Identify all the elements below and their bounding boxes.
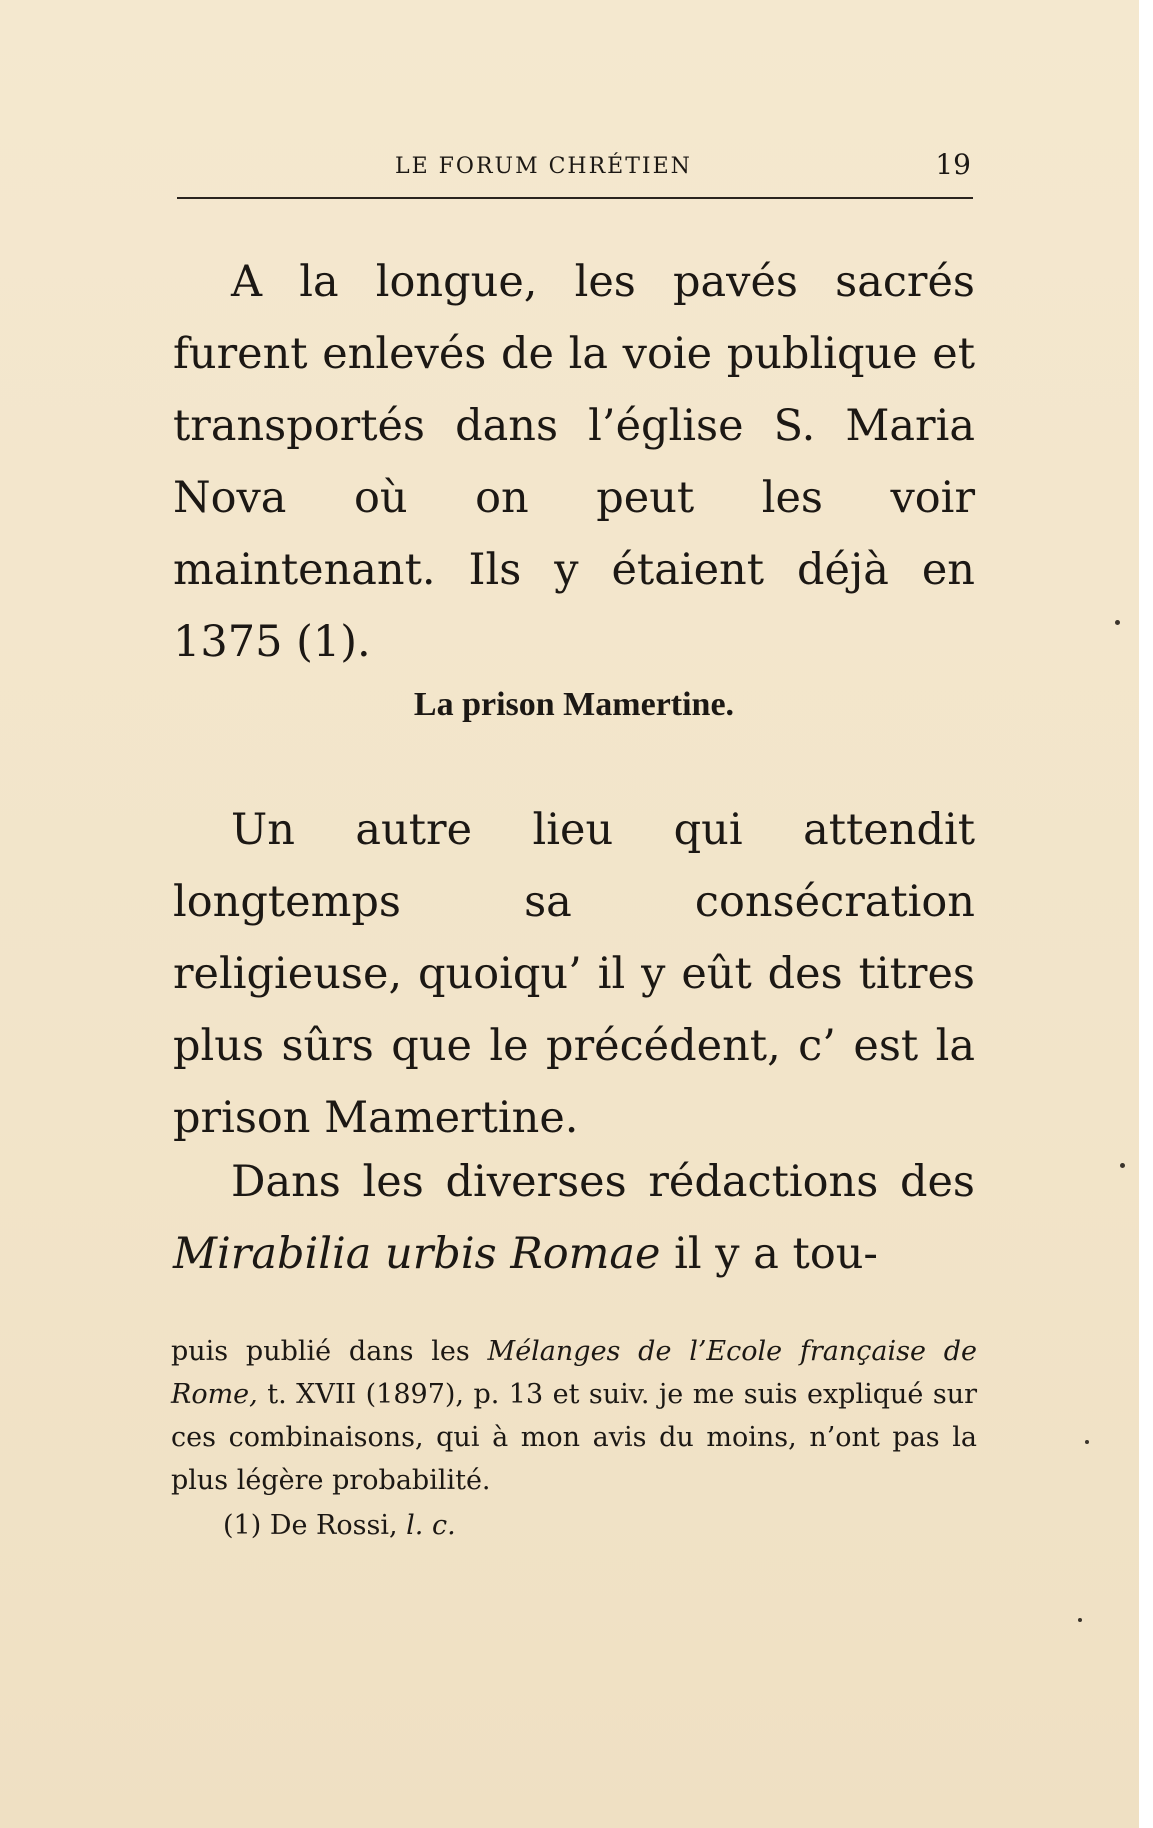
paragraph-1-text: A la longue, les pavés sacrés furent enlevés de la voie publique et transportés dans l’église S. Maria Nova où on peut les voir maintenant. Ils y étaient déjà en 1375 (1).: [173, 257, 975, 667]
footnote-continued-after: t. XVII (1897), p. 13 et suiv. je me suis expliqué sur ces combinaisons, qui à mon avis du moins, n’ont pas la plus légère probabilité.: [171, 1379, 977, 1496]
footnote-1-italic: l. c.: [406, 1510, 456, 1541]
footnote-continued-italic: Mélanges de l’Ecole française de Rome,: [171, 1336, 978, 1410]
paragraph-3-text: [173, 1146, 975, 1290]
paper-speck: [1115, 620, 1120, 625]
paragraph-3-before: Dans les diverses rédactions des: [231, 1157, 975, 1207]
section-heading: La prison Mamertine.: [413, 686, 735, 723]
paper-speck: [1120, 1163, 1125, 1168]
footnote-1-before: (1) De Rossi,: [223, 1510, 407, 1541]
page-number: 19: [935, 148, 971, 181]
paragraph-1: [173, 246, 975, 678]
paragraph-3: [173, 1146, 975, 1290]
paragraph-3-after: il y a tou-: [660, 1229, 878, 1279]
paragraph-2-text: Un autre lieu qui attendit longtemps sa consécration religieuse, quoiqu’ il y eût des titres plus sûrs que le précédent, c’ est la prison Mamertine.: [173, 805, 975, 1143]
paper-speck: [1085, 1440, 1089, 1444]
header-rule: [177, 197, 973, 199]
paragraph-3-italic: Mirabilia urbis Romae: [173, 1229, 661, 1279]
footnotes: [171, 1330, 977, 1547]
page-header: [175, 148, 973, 188]
paragraph-2: [173, 794, 975, 1154]
scan-edge: [1139, 0, 1153, 1828]
footnote-continued-before: puis publié dans les: [171, 1336, 488, 1367]
running-title: LE FORUM CHRÉTIEN: [395, 154, 692, 179]
footnote-continued: [171, 1330, 977, 1502]
footnote-1: [171, 1504, 977, 1547]
paper-speck: [1078, 1618, 1082, 1622]
